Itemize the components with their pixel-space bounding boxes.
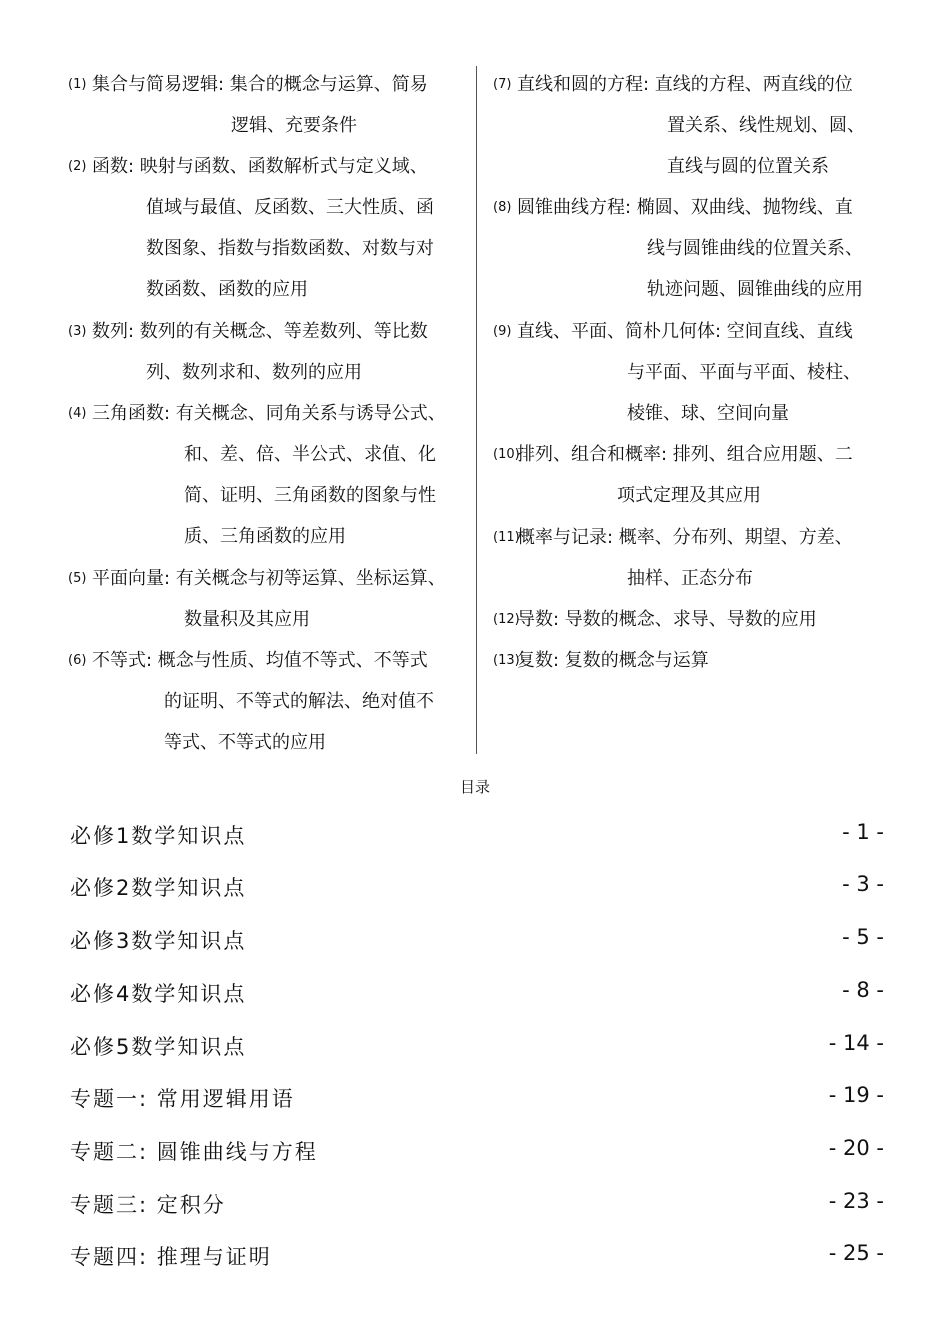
topic-line: 质、三角函数的应用 [184, 526, 346, 547]
topic-2 [68, 146, 434, 310]
toc-entry-page: - 19 - [828, 1083, 884, 1107]
topic-number: (9) [493, 324, 512, 339]
topic-number: (4) [68, 406, 87, 421]
topic-line: 函数: 映射与函数、函数解析式与定义域、 [92, 156, 428, 177]
toc-entry-title: 专题一: 常用逻辑用语 [70, 1087, 295, 1111]
topic-number: (13) [493, 653, 520, 668]
toc-entry-title: 必修1数学知识点 [70, 824, 247, 848]
toc-entry[interactable] [70, 1136, 884, 1176]
topic-line: 简、证明、三角函数的图象与性 [184, 485, 436, 506]
topic-9 [493, 311, 861, 434]
topic-line: 逻辑、充要条件 [231, 115, 357, 136]
topic-6 [68, 640, 434, 763]
toc-entry[interactable] [70, 1189, 884, 1229]
topic-line: 圆锥曲线方程: 椭圆、双曲线、抛物线、直 [517, 197, 853, 218]
topic-line: 数列: 数列的有关概念、等差数列、等比数 [92, 321, 428, 342]
topic-1 [68, 64, 428, 146]
toc-entry-title: 专题二: 圆锥曲线与方程 [70, 1140, 318, 1164]
topic-number: (7) [493, 77, 512, 92]
topic-line: 导数: 导数的概念、求导、导数的应用 [517, 609, 817, 630]
topic-line: 复数: 复数的概念与运算 [517, 650, 709, 671]
topic-line: 集合与简易逻辑: 集合的概念与运算、简易 [92, 74, 428, 95]
toc-entry[interactable] [70, 925, 884, 965]
topic-number: (10) [493, 447, 520, 462]
toc-entry-page: - 8 - [842, 978, 884, 1002]
topic-line: 排列、组合和概率: 排列、组合应用题、二 [517, 444, 853, 465]
topic-line: 直线与圆的位置关系 [667, 156, 829, 177]
toc-entry[interactable] [70, 1031, 884, 1071]
topic-5 [68, 558, 446, 640]
topic-number: (6) [68, 653, 87, 668]
toc-entry-title: 专题四: 推理与证明 [70, 1245, 272, 1269]
topic-number: (1) [68, 77, 87, 92]
toc-entry-title: 必修4数学知识点 [70, 982, 247, 1006]
toc-title: 目录 [459, 778, 490, 796]
topic-line: 抽样、正态分布 [627, 568, 753, 589]
topic-4 [68, 393, 446, 557]
topic-line: 轨迹问题、圆锥曲线的应用 [647, 279, 863, 300]
topic-11 [493, 517, 853, 599]
topic-line: 直线和圆的方程: 直线的方程、两直线的位 [517, 74, 853, 95]
topic-line: 数量积及其应用 [184, 609, 310, 630]
toc-entry-title: 必修2数学知识点 [70, 876, 247, 900]
topic-number: (5) [68, 571, 87, 586]
topic-12 [493, 599, 817, 640]
column-divider [476, 66, 477, 754]
topic-line: 与平面、平面与平面、棱柱、 [627, 362, 861, 383]
toc-entry[interactable] [70, 820, 884, 860]
topic-line: 不等式: 概念与性质、均值不等式、不等式 [92, 650, 428, 671]
topic-10 [493, 434, 853, 516]
topic-line: 概率与记录: 概率、分布列、期望、方差、 [517, 527, 853, 548]
topic-line: 值域与最值、反函数、三大性质、函 [146, 197, 434, 218]
toc-entry-page: - 14 - [828, 1031, 884, 1055]
toc-entry-page: - 23 - [828, 1189, 884, 1213]
topic-line: 直线、平面、简朴几何体: 空间直线、直线 [517, 321, 853, 342]
topic-line: 列、数列求和、数列的应用 [146, 362, 362, 383]
topic-line: 线与圆锥曲线的位置关系、 [647, 238, 863, 259]
topic-number: (8) [493, 200, 512, 215]
toc-entry-title: 必修5数学知识点 [70, 1035, 247, 1059]
toc-entry-page: - 5 - [842, 925, 884, 949]
topic-line: 棱锥、球、空间向量 [627, 403, 789, 424]
toc-entry[interactable] [70, 978, 884, 1018]
topic-8 [493, 187, 863, 310]
toc-entry[interactable] [70, 1083, 884, 1123]
topic-line: 平面向量: 有关概念与初等运算、坐标运算、 [92, 568, 446, 589]
topic-number: (12) [493, 612, 520, 627]
topic-line: 的证明、不等式的解法、绝对值不 [164, 691, 434, 712]
toc-entry-page: - 1 - [842, 820, 884, 844]
topic-13 [493, 640, 709, 681]
topic-line: 项式定理及其应用 [617, 485, 761, 506]
toc-entry-page: - 25 - [828, 1241, 884, 1265]
topic-line: 数函数、函数的应用 [146, 279, 308, 300]
topic-3 [68, 311, 428, 393]
topic-number: (3) [68, 324, 87, 339]
toc-entry-title: 专题三: 定积分 [70, 1193, 226, 1217]
toc-entry[interactable] [70, 872, 884, 912]
topic-line: 和、差、倍、半公式、求值、化 [184, 444, 436, 465]
topic-number: (11) [493, 530, 520, 545]
topic-number: (2) [68, 159, 87, 174]
toc-entry-title: 必修3数学知识点 [70, 929, 247, 953]
topic-7 [493, 64, 865, 187]
topic-line: 三角函数: 有关概念、同角关系与诱导公式、 [92, 403, 446, 424]
topic-line: 等式、不等式的应用 [164, 732, 326, 753]
toc-entry[interactable] [70, 1241, 884, 1281]
topic-line: 置关系、线性规划、圆、 [667, 115, 865, 136]
toc-entry-page: - 20 - [828, 1136, 884, 1160]
topic-line: 数图象、指数与指数函数、对数与对 [146, 238, 434, 259]
toc-entry-page: - 3 - [842, 872, 884, 896]
